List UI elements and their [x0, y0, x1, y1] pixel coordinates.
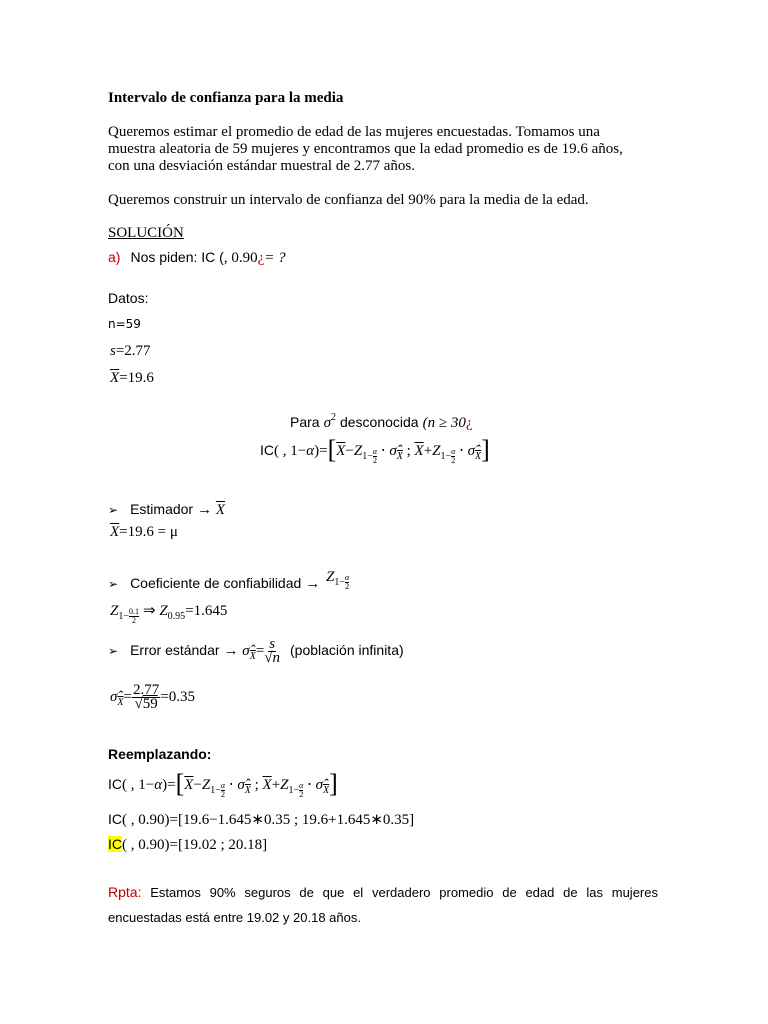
ic-formula-2: IC( , $1-\alpha)=[\overline{X}-Z_{1- \frac{\alpha}{2}}$ ⋅ $\sigmâ_{\overline{X}}$ ; $\overline{X}+Z_{1- \frac{\alpha}{2}}$ ⋅ $\sigmâ_{\overline{X}}$] [108, 769, 338, 800]
paragraph-line: con una desviación estándar muestral de 2.77 años. [108, 158, 415, 174]
paragraph: Queremos construir un intervalo de confianza del 90% para la media de la edad. [108, 192, 589, 208]
section-heading: SOLUCIÓN [108, 225, 184, 241]
missing-glyph: ¿ [257, 250, 265, 266]
estimador-value: $\overline{X}=19.6 = \mu$ [110, 524, 178, 540]
paragraph-line: Queremos estimar el promedio de edad de las mujeres encuestadas. Tomamos una [108, 124, 600, 140]
coeficiente-line: ➢ Coeficiente de confiabilidad → [108, 575, 321, 592]
datos-label: Datos: [108, 290, 149, 306]
ic-result: IC( , 0.90)=[19.02 ; 20.18] [108, 836, 268, 853]
item-a: a) Nos piden: IC (, 0.90¿= ? [108, 249, 286, 266]
data-xbar: $\overline{X}=19.6$ [110, 370, 154, 386]
reemplazando-heading: Reemplazando: [108, 746, 212, 762]
coeficiente-value: $Z_{1- \frac{0.1}{2}}$ ⇒ $Z_{0.95}=1.645$ [110, 603, 228, 626]
data-n: n=59 [108, 317, 141, 331]
answer-paragraph [108, 880, 658, 930]
error-line: ➢ Error estándar → $\sigmâ_{\overline{X}}=$ $\frac{s}{√n}$ (población infinita) [108, 636, 404, 666]
answer-label: Rpta: [108, 884, 142, 900]
error-value: $\sigmâ_{\overline{X}}=$ $\frac{2.77}{√59}$ =0.35 [110, 682, 195, 712]
data-s: s=2.77 [110, 343, 151, 359]
estimador-line: ➢ Estimador → $\overline{X}$ [108, 501, 226, 518]
paragraph-line: muestra aleatoria de 59 mujeres y encontramos que la edad promedio es de 19.6 años, [108, 141, 623, 157]
item-label: a) [108, 249, 121, 265]
condition-line: Para $\sigma^2$ desconocida (n ≥ 30¿ [290, 412, 473, 431]
ic-substituted: IC( , 0.90)=[19.6−1.645∗0.35 ; 19.6+1.645∗0.35] [108, 811, 415, 828]
z-symbol: $Z_{1- \frac{\alpha}{2}}$ [326, 569, 350, 592]
answer-text: Estamos 90% seguros de que el verdadero promedio de edad de las mujeres encuestadas está entre 19.02 y 20.18 años. [108, 885, 658, 925]
ic-formula: IC( , $1-\alpha)=[\overline{X}-Z_{1- \frac{\alpha}{2}}$ ⋅ $\sigmâ_{\overline{X}}$ ; $\overline{X}+Z_{1- \frac{\alpha}{2}}$ ⋅ $\sigmâ_{\overline{X}}$] [260, 435, 490, 466]
doc-title: Intervalo de confianza para la media [108, 90, 344, 106]
